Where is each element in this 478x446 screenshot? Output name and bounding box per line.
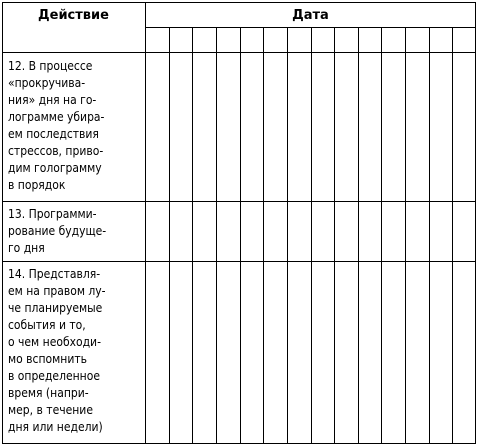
action-cell-14	[8, 266, 144, 436]
date-column-divider	[334, 27, 335, 444]
date-column-divider	[216, 27, 217, 444]
action-line: рование будуще-	[8, 224, 107, 238]
action-line: в порядок	[8, 178, 66, 192]
table-border-right	[475, 2, 476, 444]
action-line: мер, в течение	[8, 403, 93, 417]
action-line: в определенное	[8, 369, 100, 383]
action-cell-13	[8, 206, 144, 257]
action-line: о чем необходи-	[8, 335, 101, 349]
action-line: события и то,	[8, 318, 86, 332]
action-line: мо вспомнить	[8, 352, 88, 366]
action-line: «прокручива-	[8, 76, 86, 90]
date-column-divider	[263, 27, 264, 444]
date-column-divider	[358, 27, 359, 444]
date-column-divider	[452, 27, 453, 444]
date-column-divider	[240, 27, 241, 444]
action-line: дня или недели)	[8, 420, 103, 434]
action-line: че планируемые	[8, 301, 103, 315]
date-column-divider	[311, 27, 312, 444]
table-border-left	[2, 2, 3, 444]
header-action: Действие	[38, 8, 109, 23]
date-column-divider	[381, 27, 382, 444]
action-line: 14. Представля-	[8, 267, 101, 281]
action-line: лограмме убира-	[8, 110, 105, 124]
action-line: 13. Программи-	[8, 207, 97, 221]
action-line: время (напри-	[8, 386, 89, 400]
schedule-table	[2, 2, 476, 444]
action-line: стрессов, приво-	[8, 144, 104, 158]
action-line: 12. В процессе	[8, 59, 93, 73]
date-column-divider	[192, 27, 193, 444]
action-line: го дня	[8, 241, 45, 255]
action-line: ем на правом лу-	[8, 284, 106, 298]
date-column-divider	[429, 27, 430, 444]
action-line: ния» дня на го-	[8, 93, 97, 107]
action-line: ем последствия	[8, 127, 99, 141]
action-cell-12	[8, 58, 144, 194]
date-column-divider	[405, 27, 406, 444]
action-line: дим голограмму	[8, 161, 102, 175]
action-column-divider	[145, 2, 146, 444]
date-column-divider	[169, 27, 170, 444]
date-column-divider	[287, 27, 288, 444]
header-date: Дата	[292, 8, 329, 23]
table-border-top	[2, 2, 476, 3]
